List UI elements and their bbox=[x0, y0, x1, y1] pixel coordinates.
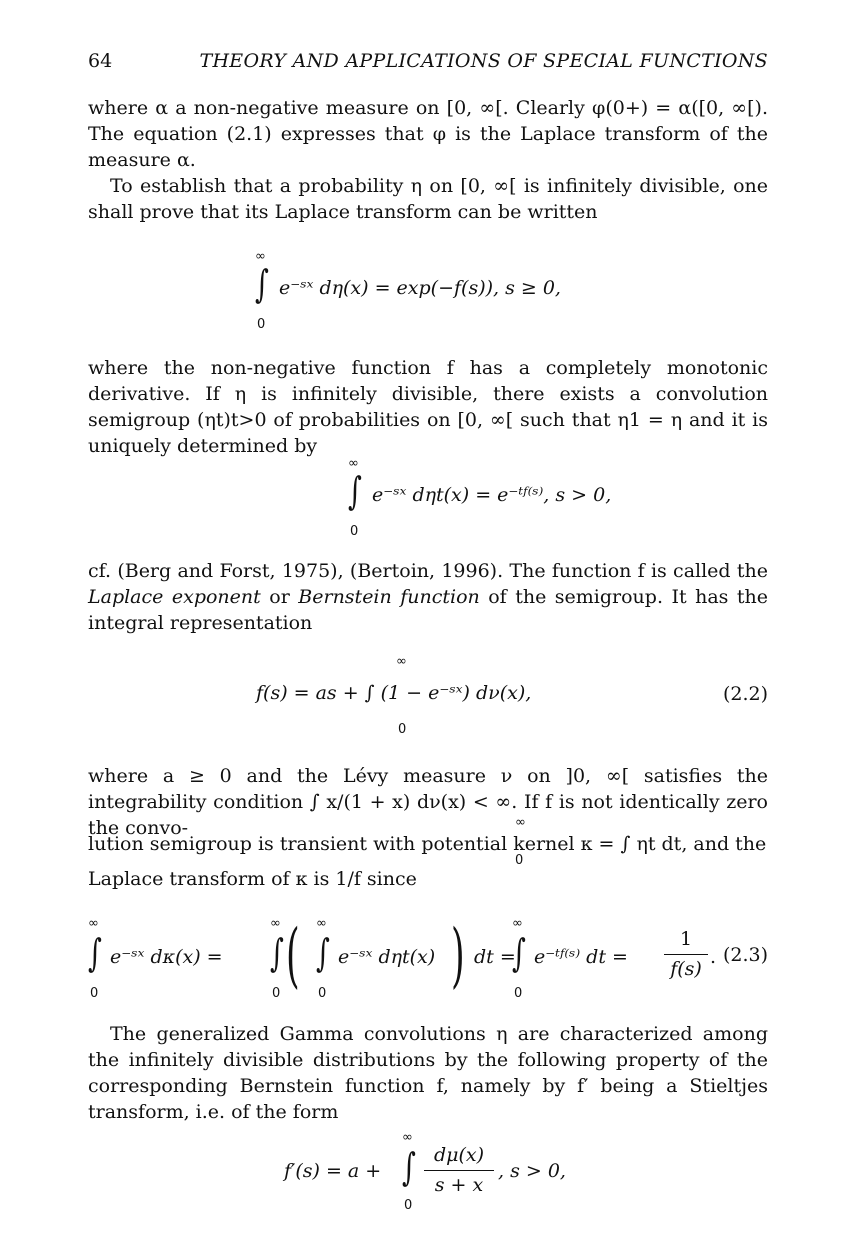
upper-limit: ∞ bbox=[512, 916, 523, 931]
equation-5-lhs: f′(s) = a + bbox=[284, 1160, 382, 1182]
equation-2-3-part4: e⁻ᵗᶠ⁽ˢ⁾ dt = bbox=[534, 946, 628, 968]
upper-limit: ∞ bbox=[316, 916, 327, 931]
equation-2 bbox=[346, 452, 706, 542]
lower-limit: 0 bbox=[398, 722, 407, 737]
integral-sign: ∫ bbox=[88, 931, 102, 975]
upper-limit: ∞ bbox=[255, 249, 266, 264]
equation-2-3-part2: e⁻ˢˣ dηt(x) bbox=[338, 946, 436, 968]
lower-limit: 0 bbox=[90, 986, 99, 1001]
paragraph-4-post: of the semigroup. It has the integral representation bbox=[88, 586, 768, 634]
lower-limit: 0 bbox=[350, 524, 359, 539]
laplace-exponent-term: Laplace exponent bbox=[88, 586, 261, 608]
paragraph-2: To establish that a probability η on [0, ∞[ is infinitely divisible, one shall prove that its Laplace transform can be written bbox=[88, 175, 768, 223]
upper-limit: ∞ bbox=[348, 456, 359, 471]
bernstein-function-term: Bernstein function bbox=[298, 586, 480, 608]
fraction-numerator: dμ(x) bbox=[433, 1144, 485, 1166]
paragraph-5c: Laplace transform of κ is 1/f since bbox=[88, 868, 417, 890]
running-title: THEORY AND APPLICATIONS OF SPECIAL FUNCTIONS bbox=[199, 50, 768, 72]
integral-sign: ∫ bbox=[316, 931, 330, 975]
lower-limit: 0 bbox=[404, 1198, 413, 1213]
fraction-denominator: f(s) bbox=[670, 958, 702, 980]
integral-sign: ∫ bbox=[348, 469, 362, 513]
equation-2-3-part1: e⁻ˢˣ dκ(x) = bbox=[110, 946, 223, 968]
equation-1 bbox=[253, 245, 653, 335]
equation-5-rhs: , s > 0, bbox=[498, 1160, 566, 1182]
integral-sign: ∫ bbox=[255, 262, 269, 306]
lower-limit: 0 bbox=[257, 317, 266, 332]
paragraph-5a: where a ≥ 0 and the Lévy measure ν on ]0, ∞[ satisfies the integrability condition ∫ x/(1 + x) dν(x) < ∞. If f is not identically zero the convo- bbox=[88, 765, 768, 839]
equation-number-2-2: (2.2) bbox=[722, 683, 768, 705]
paragraph-5b: lution semigroup is transient with potential kernel κ = ∫ ηt dt, and the bbox=[88, 833, 767, 855]
equation-1-body: e⁻ˢˣ dη(x) = exp(−f(s)), s ≥ 0, bbox=[279, 277, 561, 299]
integral-sign: ∫ bbox=[402, 1145, 416, 1189]
upper-limit: ∞ bbox=[396, 654, 407, 669]
equation-2-body: e⁻ˢˣ dηt(x) = e⁻ᵗᶠ⁽ˢ⁾, s > 0, bbox=[372, 484, 612, 506]
page-number: 64 bbox=[88, 50, 113, 72]
integral-sign: ∫ bbox=[270, 931, 284, 975]
paragraph-4 bbox=[88, 558, 768, 636]
paragraph-3: where the non-negative function f has a completely monotonic derivative. If η is infinitely divisible, there exists a convolution semigroup (ηt)t>0 of probabilities on [0, ∞[ such that η1 = η and it is uniquely determined by bbox=[88, 357, 768, 457]
fraction-numerator: 1 bbox=[679, 928, 693, 950]
inline-lower-limit: 0 bbox=[515, 853, 524, 868]
period: . bbox=[710, 946, 717, 968]
paragraph-4-mid: or bbox=[260, 586, 299, 608]
paragraph-6: The generalized Gamma convolutions η are characterized among the infinitely divisible distributions by the following property of the corresponding Bernstein function f, namely by f′ being a Stieltjes transform, i.e. of the form bbox=[88, 1023, 768, 1123]
right-paren: ) bbox=[451, 914, 465, 996]
upper-limit: ∞ bbox=[88, 916, 99, 931]
equation-2-2 bbox=[256, 650, 768, 740]
left-paren: ( bbox=[286, 914, 300, 996]
equation-5 bbox=[284, 1130, 684, 1230]
paragraph-1: where α a non-negative measure on [0, ∞[. Clearly φ(0+) = α([0, ∞[). The equation (2.1) expresses that φ is the Laplace transform of the measure α. bbox=[88, 97, 768, 171]
inline-upper-limit: ∞ bbox=[515, 815, 526, 830]
fraction-bar bbox=[664, 954, 708, 955]
lower-limit: 0 bbox=[272, 986, 281, 1001]
paragraph-4-pre: cf. (Berg and Forst, 1975), (Bertoin, 1996). The function f is called the bbox=[88, 560, 768, 582]
fraction-denominator: s + x bbox=[434, 1174, 484, 1196]
equation-2-3-part3: dt = bbox=[474, 946, 516, 968]
page-header bbox=[88, 50, 768, 80]
fraction-bar bbox=[424, 1170, 494, 1171]
upper-limit: ∞ bbox=[270, 916, 281, 931]
lower-limit: 0 bbox=[514, 986, 523, 1001]
equation-2-3 bbox=[88, 912, 768, 1012]
document-page bbox=[88, 0, 768, 1259]
lower-limit: 0 bbox=[318, 986, 327, 1001]
integral-sign: ∫ bbox=[512, 931, 526, 975]
equation-2-2-body: f(s) = as + ∫ (1 − e⁻ˢˣ) dν(x), bbox=[256, 682, 532, 704]
equation-number-2-3: (2.3) bbox=[722, 944, 768, 966]
upper-limit: ∞ bbox=[402, 1130, 413, 1145]
